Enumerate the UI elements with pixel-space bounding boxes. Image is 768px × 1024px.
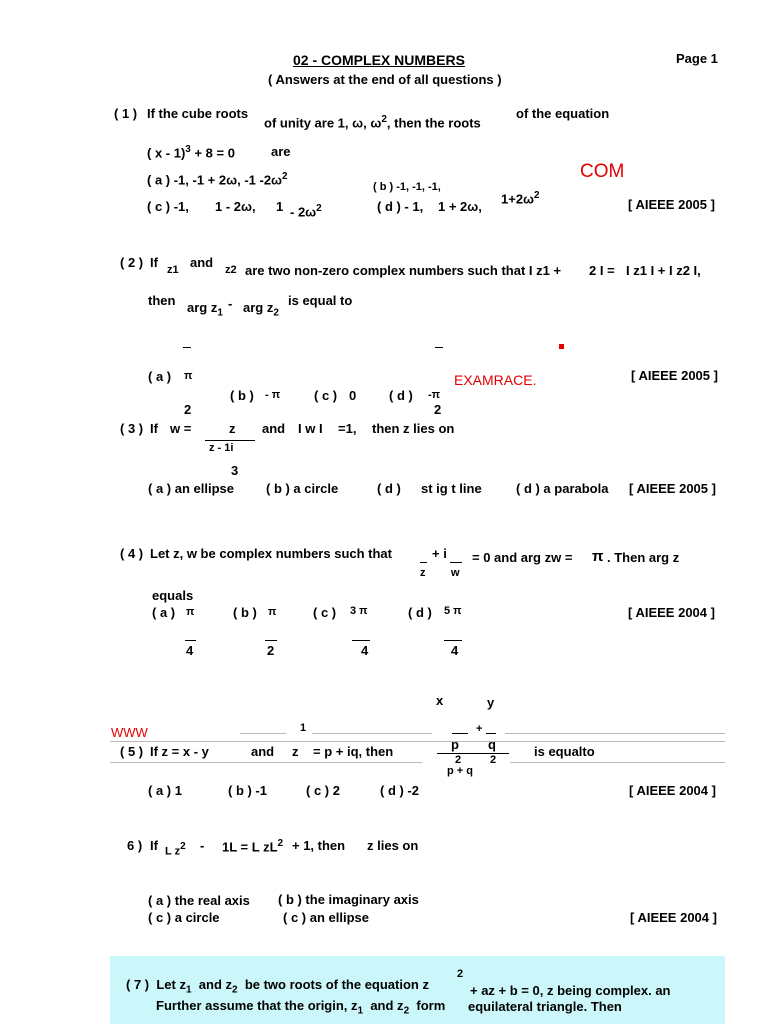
q1-option-c-4: - $2\omega^2$ <box>290 203 322 220</box>
q6-lies: z lies on <box>367 838 419 853</box>
q4-bar-z <box>420 562 427 563</box>
q5-q: q <box>488 737 496 752</box>
q6-if: If <box>150 838 158 853</box>
q3-option-c-value: st ig t line <box>421 481 482 496</box>
q3-option-c: ( d ) <box>377 481 401 496</box>
q2-arg2: arg $z_2$ <box>243 300 279 319</box>
q5-number: ( 5 ) <box>120 744 144 759</box>
q3-fraction-bar <box>205 440 255 441</box>
q4-option-b-value: π <box>268 606 277 618</box>
q1-are: are <box>271 144 291 159</box>
q4-option-d: ( d ) <box>408 605 432 620</box>
q3-option-d: ( d ) a parabola <box>516 481 609 496</box>
q5-text: If z = x - y <box>150 744 209 759</box>
page-title: 02 - COMPLEX NUMBERS <box>293 52 465 68</box>
q4-number: ( 4 ) <box>120 546 144 561</box>
q4-bar-w <box>450 562 462 563</box>
q5-z: z <box>292 744 299 759</box>
q4-option-a-bar <box>185 640 196 641</box>
q3-number: ( 3 ) <box>120 421 144 436</box>
q4-option-b: ( b ) <box>233 605 257 620</box>
q5-two-2: 2 <box>490 754 497 766</box>
q5-option-d: ( d ) -2 <box>380 783 419 798</box>
q3-source: [ AIEEE 2005 ] <box>629 481 716 496</box>
q4-option-d-bar <box>444 640 462 641</box>
q1-number: ( 1 ) <box>114 106 138 121</box>
q2-and: and <box>190 255 214 270</box>
q5-option-a: ( a ) 1 <box>148 783 182 798</box>
q7-line-2-rest: equilateral triangle. Then <box>468 999 622 1014</box>
q2-option-a: ( a ) <box>148 369 172 384</box>
q6-option-b: ( b ) the imaginary axis <box>278 892 419 907</box>
q4-text: Let z, w be complex numbers such that <box>150 546 392 561</box>
q3-and: and <box>262 421 286 436</box>
q1-option-b-extra: $1+2\omega^2$ <box>501 190 540 207</box>
q5-main-bar <box>437 753 509 754</box>
q2-minus: - <box>228 296 233 311</box>
q2-arg1: arg $z_1$ <box>187 300 223 319</box>
q2-option-d-denominator: 2 <box>434 402 442 417</box>
q5-x: x <box>436 693 444 708</box>
q5-rule-4 <box>110 741 725 742</box>
q1-option-c-1: ( c ) -1, <box>147 199 189 214</box>
q2-z1: z1 <box>167 264 179 276</box>
q3-w: w = <box>170 421 192 436</box>
q1-equation: ( x - 1)$^3$ + 8 = 0 <box>147 144 235 161</box>
watermark-com: COM <box>580 161 625 182</box>
q5-rule-6 <box>510 762 725 763</box>
q1-option-a: ( a ) -1, -1 + 2ω, -1 $-2\omega^2$ <box>147 171 288 188</box>
q6-number: 6 ) <box>127 838 143 853</box>
q2-option-d-value: -π <box>428 389 441 401</box>
q1-option-c-2: 1 - 2ω, <box>215 199 256 214</box>
q1-option-c-3: 1 <box>276 199 284 214</box>
q5-equal: is equalto <box>534 744 595 759</box>
q1-option-d-1: ( d ) - 1, <box>377 199 424 214</box>
q1-option-d-2: 1 + 2ω, <box>438 199 482 214</box>
q6-option-c: ( c ) a circle <box>148 910 220 925</box>
q4-source: [ AIEEE 2004 ] <box>628 605 715 620</box>
q4-option-c-denominator: 4 <box>361 643 369 658</box>
q2-option-d: ( d ) <box>389 388 413 403</box>
q3-if: If <box>150 421 158 436</box>
q3-denominator-2: 3 <box>231 463 239 478</box>
q2-option-b: ( b ) <box>230 388 254 403</box>
q2-text-3: I z1 I + I z2 I, <box>626 263 701 278</box>
q6-option-a: ( a ) the real axis <box>148 893 250 908</box>
q2-number: ( 2 ) <box>120 255 144 270</box>
q1-option-b: ( b ) -1, -1, -1, <box>373 181 441 193</box>
q5-rule-5 <box>110 762 422 763</box>
watermark-www: WWW <box>111 725 148 740</box>
q2-option-a-denominator: 2 <box>184 402 192 417</box>
q5-rule-2 <box>312 733 432 734</box>
q3-eq: =1, <box>338 421 357 436</box>
q2-bar-d <box>435 347 443 348</box>
q5-plus-top: + <box>476 723 483 735</box>
q2-option-c-value: 0 <box>349 388 357 403</box>
q4-eq: = 0 and arg zw = <box>472 550 573 565</box>
q5-bar-p-top <box>452 733 468 734</box>
q5-bar-q-top <box>486 733 496 734</box>
red-dot-marker <box>559 344 564 349</box>
q5-option-c: ( c ) 2 <box>306 783 340 798</box>
q6-lz: L $z^2$ <box>165 841 186 858</box>
q5-rule-1 <box>240 733 286 734</box>
q4-plus-i: + i <box>432 546 447 561</box>
q2-text-2: 2 I = <box>589 263 615 278</box>
q3-numerator: z <box>229 421 236 436</box>
q1-text-b: of unity are 1, ω, $\omega^2$, then the roots <box>264 114 481 131</box>
q5-p: p <box>451 737 459 752</box>
watermark-examrace: EXAMRACE. <box>454 372 537 388</box>
q4-option-a: ( a ) <box>152 605 176 620</box>
q5-source: [ AIEEE 2004 ] <box>629 783 716 798</box>
q4-option-d-value: 5 π <box>444 605 462 617</box>
q5-two-1: 2 <box>455 754 462 766</box>
q4-option-c: ( c ) <box>313 605 337 620</box>
q2-z2: z2 <box>225 264 237 276</box>
q5-and: and <box>251 744 275 759</box>
page-number: Page 1 <box>676 51 718 66</box>
q1-text-d: of the equation <box>516 106 610 121</box>
q5-eq: = p + iq, then <box>313 744 394 759</box>
q6-mid: 1L = L $zL^2$ <box>222 838 284 855</box>
q4-option-b-bar <box>265 640 277 641</box>
q2-then: then <box>148 293 176 308</box>
q4-option-b-denominator: 2 <box>267 643 275 658</box>
q5-rule-3 <box>505 733 725 734</box>
q3-then: then z lies on <box>372 421 455 436</box>
q1-text-a: If the cube roots <box>147 106 249 121</box>
q2-text: are two non-zero complex numbers such that I z1 + <box>245 263 562 278</box>
q4-option-c-value: 3 π <box>350 605 368 617</box>
q3-option-a: ( a ) an ellipse <box>148 481 234 496</box>
q4-pi: π <box>592 548 604 565</box>
q2-bar-a <box>183 347 191 348</box>
q4-option-a-value: π <box>186 606 195 618</box>
q5-denominator: p + q <box>447 765 473 777</box>
q5-option-b: ( b ) -1 <box>228 783 267 798</box>
q5-one: 1 <box>300 722 307 734</box>
q4-option-a-denominator: 4 <box>186 643 194 658</box>
q6-source: [ AIEEE 2004 ] <box>630 910 717 925</box>
q7-line-2: Further assume that the origin, $z_1$ and $z_2$ form <box>156 998 446 1017</box>
q3-option-b: ( b ) a circle <box>266 481 339 496</box>
q4-den-z: z <box>420 567 426 579</box>
q2-option-a-value: π <box>184 370 193 382</box>
q6-rest: + 1, then <box>292 838 346 853</box>
q2-source: [ AIEEE 2005 ] <box>631 368 718 383</box>
q1-source: [ AIEEE 2005 ] <box>628 197 715 212</box>
q6-minus: - <box>200 838 205 853</box>
q4-equals: equals <box>152 588 194 603</box>
q7-sup: 2 <box>457 968 464 980</box>
q3-denominator: z - 1i <box>209 442 234 454</box>
q2-if: If <box>150 255 158 270</box>
q3-mod: I w I <box>298 421 323 436</box>
q4-option-c-bar <box>352 640 370 641</box>
q5-y: y <box>487 695 495 710</box>
page-subtitle: ( Answers at the end of all questions ) <box>268 72 502 87</box>
q4-then: . Then arg z <box>607 550 680 565</box>
q4-option-d-denominator: 4 <box>451 643 459 658</box>
q7-line-1-rest: + az + b = 0, z being complex. an <box>470 983 671 998</box>
q4-den-w: w <box>451 567 460 579</box>
q6-option-d: ( c ) an ellipse <box>283 910 369 925</box>
q2-option-c: ( c ) <box>314 388 338 403</box>
q7-line-1: ( 7 ) Let $z_1$ and $z_2$ be two roots of the equation z <box>126 977 429 996</box>
q2-option-b-value: - π <box>265 389 281 401</box>
q2-equal: is equal to <box>288 293 353 308</box>
